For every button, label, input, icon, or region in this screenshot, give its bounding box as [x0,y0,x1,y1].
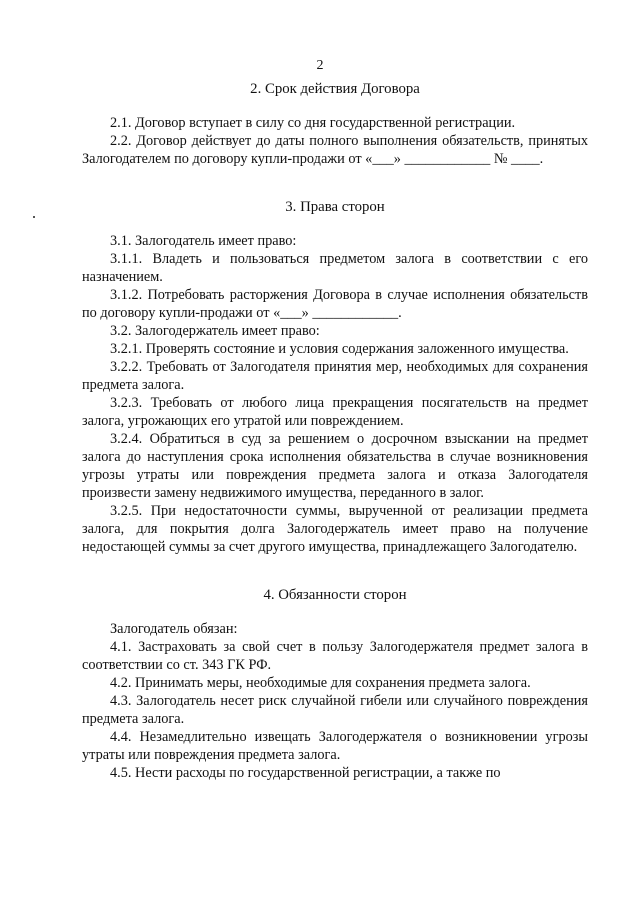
paragraph-4-1: 4.1. Застраховать за свой счет в пользу Залогодержателя предмет залога в соответствии со ст. 343 ГК РФ. [82,639,588,673]
paragraph-3-1-2: 3.1.2. Потребовать расторжения Договора в случае исполнения обязательств по договору купли-продажи от «___» ____________. [82,287,588,321]
paragraph-3-2-5: 3.2.5. При недостаточности суммы, вырученной от реализации предмета залога, для покрытия долга Залогодержатель имеет право на получение недостающей суммы за счет другого имущества, принадлежащего Залогодателю. [82,503,588,555]
paragraph-4-4: 4.4. Незамедлительно извещать Залогодержателя о возникновении угрозы утраты или повреждения предмета залога. [82,729,588,763]
section-2-title: 2. Срок действия Договора [250,81,420,97]
section-4-title: 4. Обязанности сторон [263,587,407,603]
document-body [82,80,588,782]
paragraph-3-2-2: 3.2.2. Требовать от Залогодателя принятия мер, необходимых для сохранения предмета залога. [82,359,588,393]
paragraph-3-1: 3.1. Залогодатель имеет право: [110,233,297,249]
paragraph-3-2-3: 3.2.3. Требовать от любого лица прекращения посягательств на предмет залога, угрожающих его утратой или повреждением. [82,395,588,429]
margin-mark [33,216,35,218]
paragraph-3-2-4: 3.2.4. Обратиться в суд за решением о досрочном взыскании на предмет залога до наступления срока исполнения обязательства в случае возникновения угрозы утраты или повреждения предмета залога и отказа Залогодателя произвести замену недвижимого имущества, переданного в залог. [82,431,588,501]
paragraph-2-2: 2.2. Договор действует до даты полного выполнения обязательств, принятых Залогодателем по договору купли-продажи от «___» ____________ № ____. [82,133,588,167]
paragraph-4-2: 4.2. Принимать меры, необходимые для сохранения предмета залога. [110,675,531,691]
section-3-title: 3. Права сторон [285,199,385,215]
paragraph-3-2-1: 3.2.1. Проверять состояние и условия содержания заложенного имущества. [110,341,569,357]
section-4-lead: Залогодатель обязан: [110,621,238,637]
page-number: 2 [316,58,324,73]
paragraph-4-3: 4.3. Залогодатель несет риск случайной гибели или случайного повреждения предмета залога. [82,693,588,727]
paragraph-4-5: 4.5. Нести расходы по государственной регистрации, а также по [110,765,501,781]
paragraph-3-2: 3.2. Залогодержатель имеет право: [110,323,320,339]
paragraph-2-1: 2.1. Договор вступает в силу со дня государственной регистрации. [110,115,516,131]
paragraph-3-1-1: 3.1.1. Владеть и пользоваться предметом залога в соответствии с его назначением. [82,251,588,285]
